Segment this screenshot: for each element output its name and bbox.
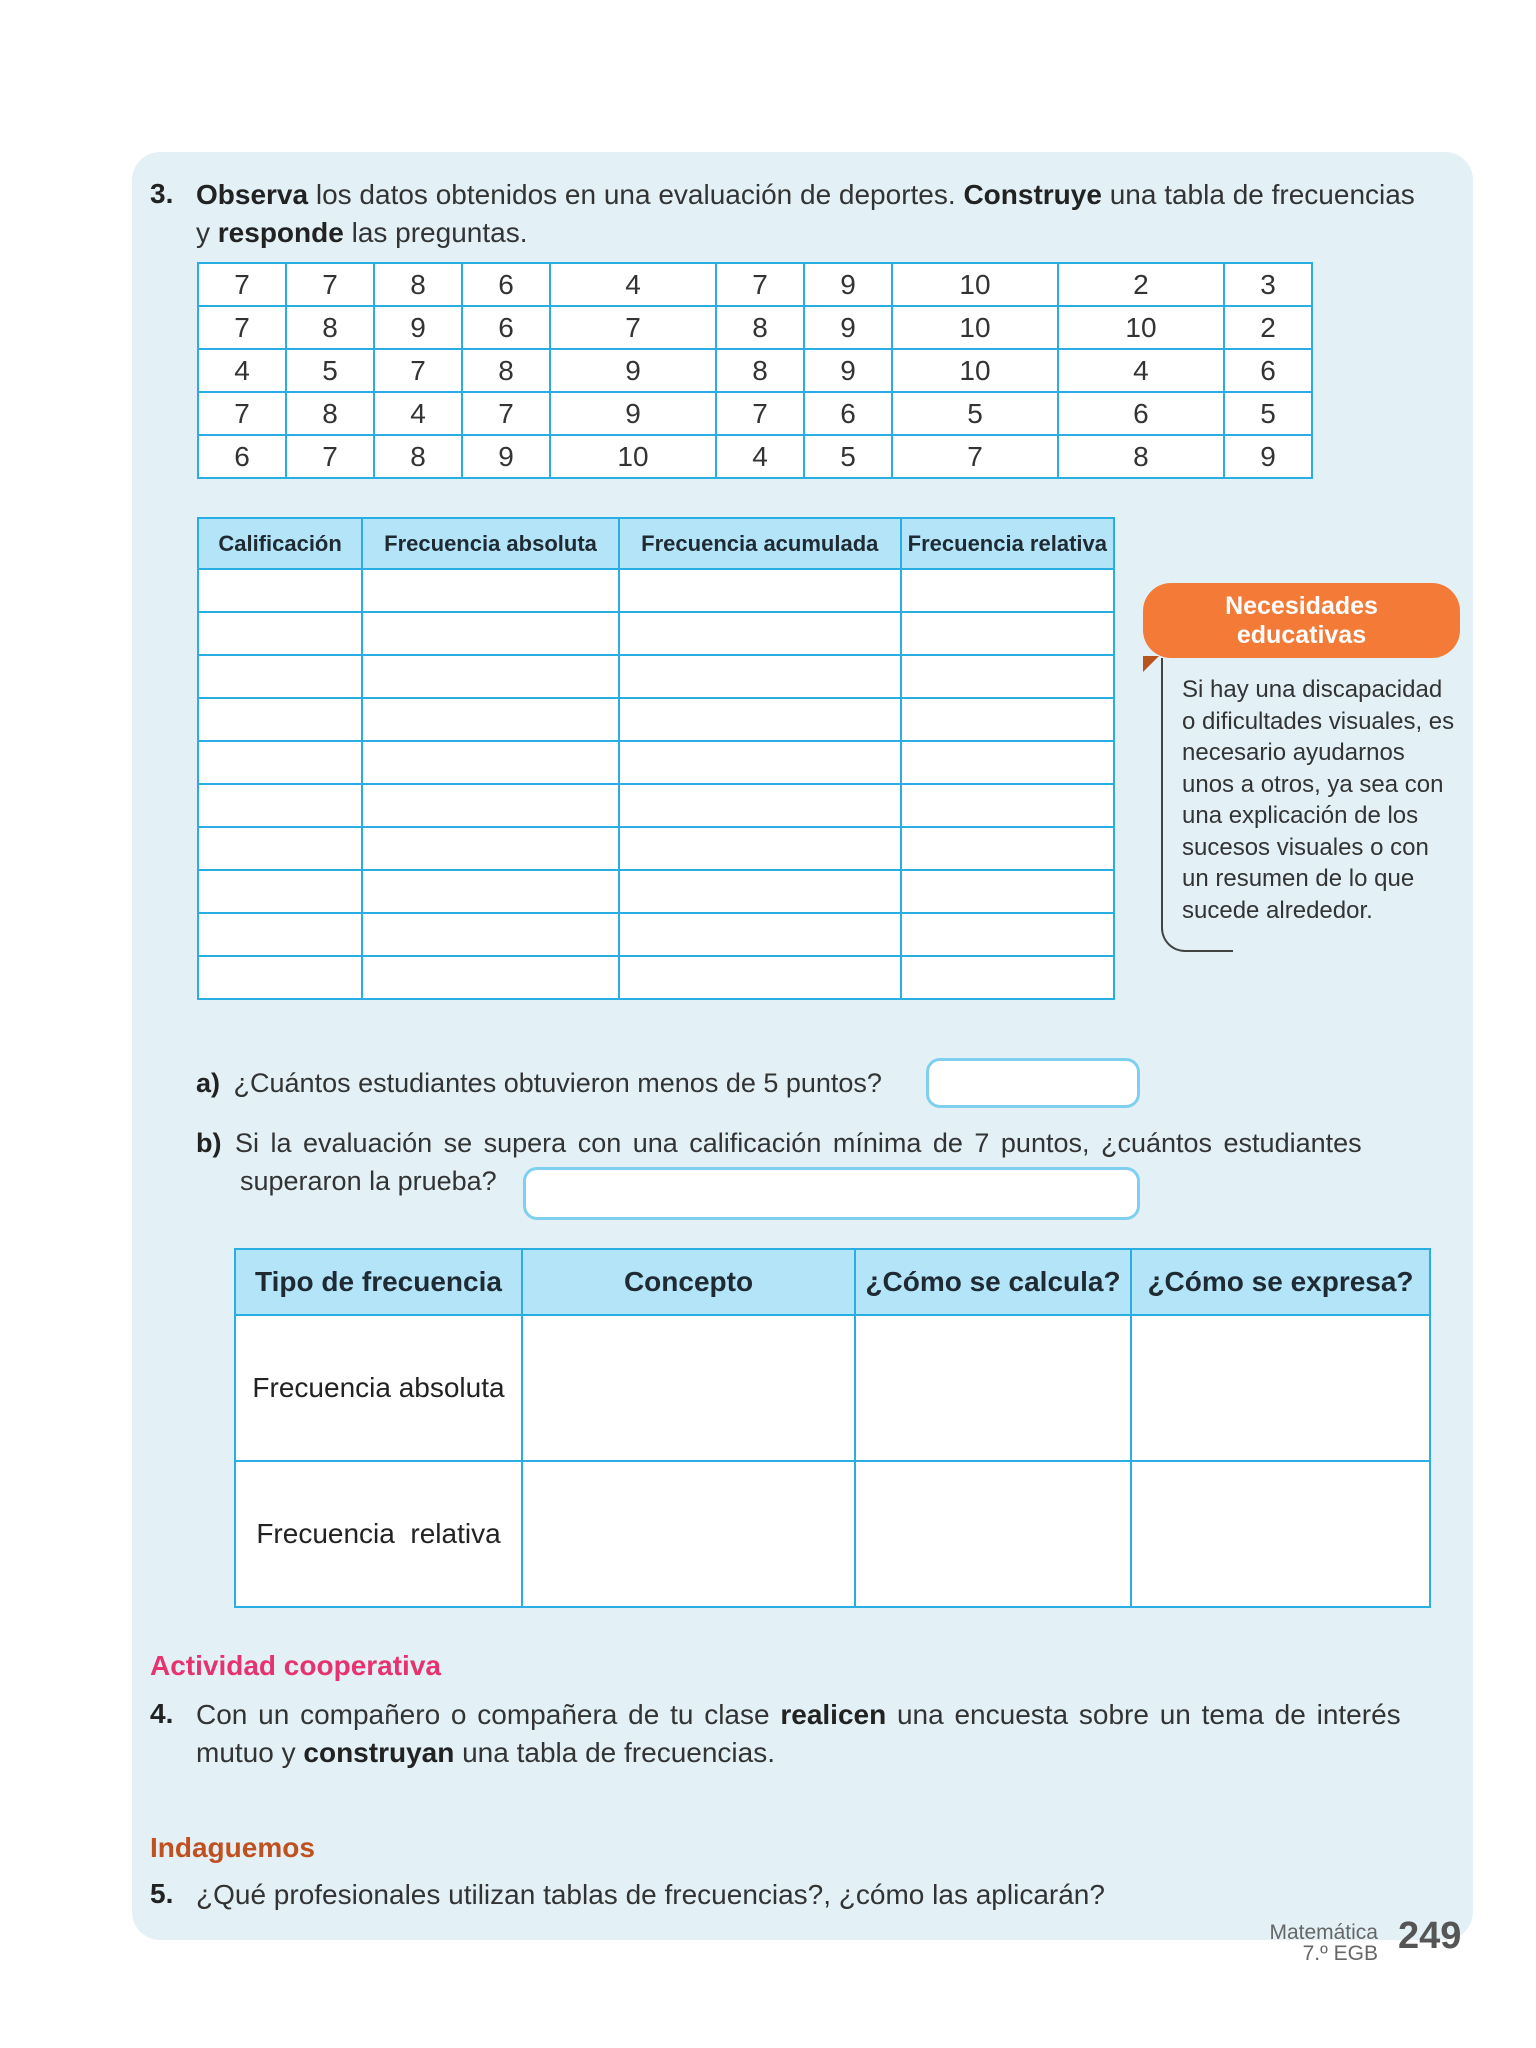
frequency-table-row: [198, 698, 1114, 741]
frecuencia-relativa-cell[interactable]: [901, 956, 1114, 999]
data-grid-row: [198, 263, 1312, 306]
data-grid-cell: 10: [1058, 306, 1224, 349]
frequency-table-row: [198, 569, 1114, 612]
sports-scores-data-grid: [197, 262, 1313, 479]
data-grid-cell: 10: [892, 306, 1058, 349]
calcula-cell[interactable]: [855, 1315, 1131, 1461]
data-grid-cell: 7: [716, 392, 804, 435]
data-grid-cell: 9: [804, 263, 892, 306]
data-grid-cell: 8: [286, 392, 374, 435]
data-grid-cell: 9: [1224, 435, 1312, 478]
data-grid-cell: 7: [462, 392, 550, 435]
header-frecuencia-absoluta: Frecuencia absoluta: [362, 518, 619, 569]
calificacion-cell[interactable]: [198, 569, 362, 612]
frequency-table-row: [198, 913, 1114, 956]
calificacion-cell[interactable]: [198, 870, 362, 913]
data-grid-cell: 2: [1224, 306, 1312, 349]
header-tipo-de-frecuencia: Tipo de frecuencia: [235, 1249, 522, 1315]
frecuencia-absoluta-cell[interactable]: [362, 913, 619, 956]
question-a: [196, 1064, 882, 1102]
question-b-line-2: superaron la prueba?: [240, 1166, 497, 1196]
calificacion-cell[interactable]: [198, 784, 362, 827]
question-b-label: b): [196, 1128, 222, 1158]
data-grid-cell: 10: [892, 349, 1058, 392]
calificacion-cell[interactable]: [198, 956, 362, 999]
frecuencia-acumulada-cell[interactable]: [619, 569, 901, 612]
inquiry-title: Indaguemos: [150, 1832, 315, 1863]
exercise-4-line-1: Con un compañero o compañera de tu clase realicen una encuesta sobre un tema de interés: [196, 1699, 1401, 1730]
data-grid-cell: 6: [462, 263, 550, 306]
concept-row-relativa: [235, 1461, 1430, 1607]
callout-body: [1182, 674, 1472, 926]
data-grid-cell: 8: [462, 349, 550, 392]
data-grid-cell: 7: [374, 349, 462, 392]
question-a-answer-box[interactable]: [926, 1058, 1140, 1108]
frecuencia-acumulada-cell[interactable]: [619, 827, 901, 870]
instruction-line-2: y responde las preguntas.: [196, 217, 528, 248]
callout-line: un resumen de lo que: [1182, 865, 1415, 892]
frequency-table-row: [198, 784, 1114, 827]
data-grid-cell: 8: [374, 435, 462, 478]
data-grid-cell: 5: [892, 392, 1058, 435]
question-a-text: ¿Cuántos estudiantes obtuvieron menos de 5 puntos?: [233, 1068, 882, 1098]
data-grid-cell: 10: [892, 263, 1058, 306]
data-grid-cell: 7: [286, 263, 374, 306]
header-como-se-calcula: ¿Cómo se calcula?: [855, 1249, 1131, 1315]
data-grid-cell: 3: [1224, 263, 1312, 306]
frecuencia-acumulada-cell[interactable]: [619, 612, 901, 655]
frequency-table-row: [198, 827, 1114, 870]
callout-fold-decoration: [1143, 656, 1159, 672]
frecuencia-acumulada-cell[interactable]: [619, 784, 901, 827]
data-grid-cell: 9: [804, 349, 892, 392]
frecuencia-relativa-cell[interactable]: [901, 655, 1114, 698]
footer-subject: [1269, 1922, 1378, 1964]
data-grid-cell: 9: [550, 392, 716, 435]
data-grid-cell: 7: [550, 306, 716, 349]
frequency-table-row: [198, 870, 1114, 913]
data-grid-cell: 6: [462, 306, 550, 349]
frecuencia-absoluta-cell[interactable]: [362, 655, 619, 698]
page-number: 249: [1398, 1915, 1462, 1957]
header-concepto: Concepto: [522, 1249, 855, 1315]
frecuencia-acumulada-cell[interactable]: [619, 698, 901, 741]
frequency-table-row: [198, 741, 1114, 784]
exercise-3-number: 3.: [150, 178, 174, 209]
frecuencia-relativa-cell[interactable]: [901, 827, 1114, 870]
frecuencia-relativa-cell[interactable]: [901, 612, 1114, 655]
instruction-line-1: Observa los datos obtenidos en una evaluación de deportes. Construye una tabla de frecuencias: [196, 179, 1415, 210]
calificacion-cell[interactable]: [198, 612, 362, 655]
exercise-4-line-2: mutuo y construyan una tabla de frecuencias.: [196, 1737, 775, 1768]
calificacion-cell[interactable]: [198, 827, 362, 870]
frequency-table-row: [198, 655, 1114, 698]
calificacion-cell[interactable]: [198, 698, 362, 741]
frecuencia-acumulada-cell[interactable]: [619, 870, 901, 913]
data-grid-cell: 4: [550, 263, 716, 306]
frecuencia-relativa-cell[interactable]: [901, 870, 1114, 913]
data-grid-cell: 8: [716, 306, 804, 349]
exercise-4-text: [196, 1696, 1436, 1772]
question-b-answer-box[interactable]: [523, 1167, 1140, 1220]
header-calificacion: Calificación: [198, 518, 362, 569]
data-grid-cell: 7: [716, 263, 804, 306]
frecuencia-acumulada-cell[interactable]: [619, 956, 901, 999]
calificacion-cell[interactable]: [198, 655, 362, 698]
calificacion-cell[interactable]: [198, 741, 362, 784]
callout-line: o dificultades visuales, es: [1182, 707, 1455, 735]
frecuencia-absoluta-cell[interactable]: [362, 956, 619, 999]
frecuencia-absoluta-cell[interactable]: [362, 569, 619, 612]
frecuencia-absoluta-cell[interactable]: [362, 741, 619, 784]
concept-table-header: [235, 1249, 1430, 1315]
data-grid-cell: 7: [198, 263, 286, 306]
question-a-label: a): [196, 1068, 221, 1098]
frequency-table: [197, 517, 1115, 1000]
concepto-cell[interactable]: [522, 1461, 855, 1607]
data-grid-cell: 4: [1058, 349, 1224, 392]
frecuencia-absoluta-cell[interactable]: [362, 870, 619, 913]
callout-line: sucesos visuales o con: [1182, 833, 1429, 861]
calcula-cell[interactable]: [855, 1461, 1131, 1607]
data-grid-cell: 6: [198, 435, 286, 478]
data-grid-cell: 9: [374, 306, 462, 349]
expresa-cell[interactable]: [1131, 1315, 1430, 1461]
exercise-4-number: 4.: [150, 1698, 174, 1729]
concept-row-absoluta: [235, 1315, 1430, 1461]
row-label: Frecuencia absoluta: [235, 1315, 522, 1461]
frecuencia-absoluta-cell[interactable]: [362, 827, 619, 870]
frecuencia-absoluta-cell[interactable]: [362, 698, 619, 741]
data-grid-cell: 6: [1058, 392, 1224, 435]
exercise-3-instruction: [196, 176, 1436, 252]
data-grid-row: [198, 349, 1312, 392]
data-grid-cell: 6: [804, 392, 892, 435]
data-grid-row: [198, 435, 1312, 478]
data-grid-row: [198, 306, 1312, 349]
data-grid-cell: 8: [716, 349, 804, 392]
expresa-cell[interactable]: [1131, 1461, 1430, 1607]
frequency-table-row: [198, 612, 1114, 655]
callout-line: sucede alrededor.: [1182, 896, 1373, 924]
data-grid-cell: 7: [286, 435, 374, 478]
header-frecuencia-relativa: Frecuencia relativa: [901, 518, 1114, 569]
frecuencia-relativa-cell[interactable]: [901, 569, 1114, 612]
data-grid-cell: 5: [1224, 392, 1312, 435]
data-grid-cell: 9: [462, 435, 550, 478]
frecuencia-relativa-cell[interactable]: [901, 913, 1114, 956]
frecuencia-absoluta-cell[interactable]: [362, 784, 619, 827]
frecuencia-acumulada-cell[interactable]: [619, 741, 901, 784]
data-grid-cell: 8: [1058, 435, 1224, 478]
callout-title-line-2: educativas: [1236, 620, 1367, 649]
data-grid-cell: 4: [374, 392, 462, 435]
frecuencia-relativa-cell[interactable]: [901, 741, 1114, 784]
frequency-concepts-table: [234, 1248, 1431, 1608]
data-grid-cell: 8: [374, 263, 462, 306]
row-label: Frecuencia relativa: [235, 1461, 522, 1607]
footer-grade: 7.º EGB: [1302, 1942, 1378, 1965]
frecuencia-acumulada-cell[interactable]: [619, 913, 901, 956]
frequency-table-header: [198, 518, 1114, 569]
data-grid-cell: 10: [550, 435, 716, 478]
data-grid-cell: 8: [286, 306, 374, 349]
callout-line: necesario ayudarnos: [1182, 739, 1405, 766]
callout-line: una explicación de los: [1182, 802, 1419, 829]
data-grid-cell: 4: [716, 435, 804, 478]
concepto-cell[interactable]: [522, 1315, 855, 1461]
header-como-se-expresa: ¿Cómo se expresa?: [1131, 1249, 1430, 1315]
cooperative-activity-title: Actividad cooperativa: [150, 1650, 441, 1681]
question-b-text-line-1: Si la evaluación se supera con una calificación mínima de 7 puntos, ¿cuántos estudiantes: [235, 1128, 1362, 1158]
data-grid-cell: 9: [550, 349, 716, 392]
data-grid-cell: 5: [804, 435, 892, 478]
frecuencia-relativa-cell[interactable]: [901, 784, 1114, 827]
data-grid-cell: 7: [198, 392, 286, 435]
frecuencia-relativa-cell[interactable]: [901, 698, 1114, 741]
frequency-table-row: [198, 956, 1114, 999]
callout-title: [1143, 583, 1460, 658]
frecuencia-absoluta-cell[interactable]: [362, 612, 619, 655]
data-grid-cell: 7: [198, 306, 286, 349]
callout-line: unos a otros, ya sea con: [1182, 770, 1444, 798]
data-grid-cell: 7: [892, 435, 1058, 478]
footer-subject-name: Matemática: [1269, 1921, 1378, 1944]
data-grid-cell: 4: [198, 349, 286, 392]
frecuencia-acumulada-cell[interactable]: [619, 655, 901, 698]
header-frecuencia-acumulada: Frecuencia acumulada: [619, 518, 901, 569]
exercise-5-text: ¿Qué profesionales utilizan tablas de frecuencias?, ¿cómo las aplicarán?: [196, 1879, 1105, 1910]
question-b: [196, 1124, 1446, 1162]
data-grid-cell: 9: [804, 306, 892, 349]
data-grid-cell: 2: [1058, 263, 1224, 306]
data-grid-row: [198, 392, 1312, 435]
callout-title-line-1: Necesidades: [1225, 591, 1378, 620]
data-grid-cell: 6: [1224, 349, 1312, 392]
callout-line: Si hay una discapacidad: [1182, 676, 1443, 703]
data-grid-cell: 5: [286, 349, 374, 392]
calificacion-cell[interactable]: [198, 913, 362, 956]
exercise-5-number: 5.: [150, 1878, 174, 1909]
